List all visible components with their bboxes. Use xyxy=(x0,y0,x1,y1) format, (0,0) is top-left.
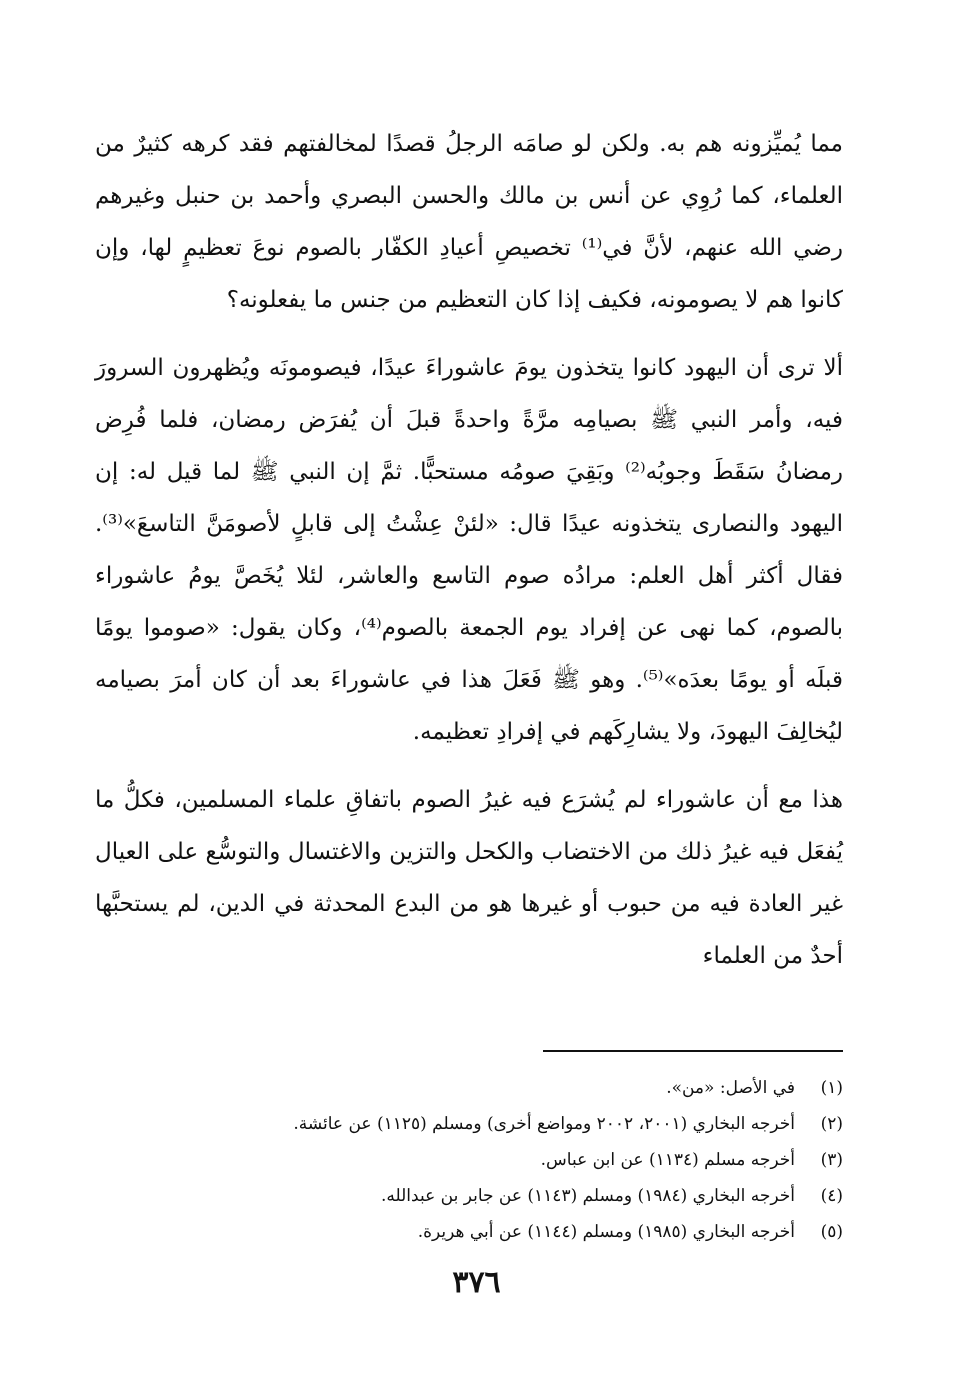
paragraph-3: هذا مع أن عاشوراء لم يُشرَع فيه غيرُ الصوم باتفاقِ علماء المسلمين، فكلُّ ما يُفعَل فيه غيرُ ذلك من الاختضاب والكحل والتزين والاغتسال والتوسُّع على العيال غير العادة فيه من حبوب أو غيرها هو من البدع المحدثة في الدين، لم يستحبَّها أحدٌ من العلماء xyxy=(95,787,843,969)
footnote-separator xyxy=(543,1050,843,1052)
footnote-5 xyxy=(83,1214,843,1250)
main-text xyxy=(95,118,843,982)
footnote-number: (٢) xyxy=(820,1114,843,1134)
footnote-4 xyxy=(83,1178,843,1214)
footnote-number: (٤) xyxy=(820,1186,843,1206)
paragraph-2: ألا ترى أن اليهود كانوا يتخذون يومَ عاشوراءَ عيدًا، فيصومونَه ويُظهرون السرورَ فيه، وأمر النبي ﷺ بصيامِه مرَّةً واحدةً قبلَ أن يُفرَض رمضان، فلما فُرِض رمضانُ سَقَطَ وجوبُه⁽²⁾ وبَقِيَ صومُه مستحبًّا. ثمَّ إن النبي ﷺ لما قيل له: إن اليهود والنصارى يتخذونه عيدًا قال: «لئنْ عِشْتُ إلى قابلٍ لأصومَنَّ التاسعَ»⁽³⁾. فقال أكثر أهل العلم: مرادُه صوم التاسع والعاشر، لئلا يُخَصَّ يومُ عاشوراء بالصوم، كما نهى عن إفراد يوم الجمعة بالصوم⁽⁴⁾، وكان يقول: «صوموا يومًا قبلَه أو يومًا بعدَه»⁽⁵⁾. وهو ﷺ فَعَلَ هذا في عاشوراءَ بعد أن كان أمرَ بصيامه ليُخالِفَ اليهودَ، ولا يشارِكَهم في إفرادِ تعظيمه. xyxy=(95,355,843,745)
footnote-number: (٥) xyxy=(820,1222,843,1242)
footnote-text: أخرجه البخاري (١٩٨٤) ومسلم (١١٤٣) عن جابر بن عبدالله. xyxy=(380,1186,795,1206)
footnote-text: أخرجه البخاري (١٩٨٥) ومسلم (١١٤٤) عن أبي هريرة. xyxy=(417,1222,795,1242)
footnote-2 xyxy=(83,1106,843,1142)
footnote-number: (٣) xyxy=(820,1150,843,1170)
footnote-text: في الأصل: «من». xyxy=(666,1078,795,1098)
footnote-text: أخرجه البخاري (٢٠٠١، ٢٠٠٢ ومواضع أخرى) ومسلم (١١٢٥) عن عائشة. xyxy=(293,1114,795,1134)
footnote-text: أخرجه مسلم (١١٣٤) عن ابن عباس. xyxy=(540,1150,795,1170)
footnotes-list xyxy=(83,1070,843,1250)
footnote-3 xyxy=(83,1142,843,1178)
footnote-1 xyxy=(83,1070,843,1106)
page-number: ٣٧٦ xyxy=(452,1265,501,1300)
paragraph-1: مما يُميِّزونه هم به. ولكن لو صامَه الرجلُ قصدًا لمخالفتهم فقد كرهه كثيرٌ من العلماء، كما رُوِي عن أنس بن مالك والحسن البصري وأحمد بن حنبل وغيرهم رضي الله عنهم، لأنَّ في⁽¹⁾ تخصيصِ أعيادِ الكفّار بالصوم نوعَ تعظيمٍ لها، وإن كانوا هم لا يصومونه، فكيف إذا كان التعظيم من جنس ما يفعلونه؟ xyxy=(95,131,843,313)
footnote-number: (١) xyxy=(820,1078,843,1098)
